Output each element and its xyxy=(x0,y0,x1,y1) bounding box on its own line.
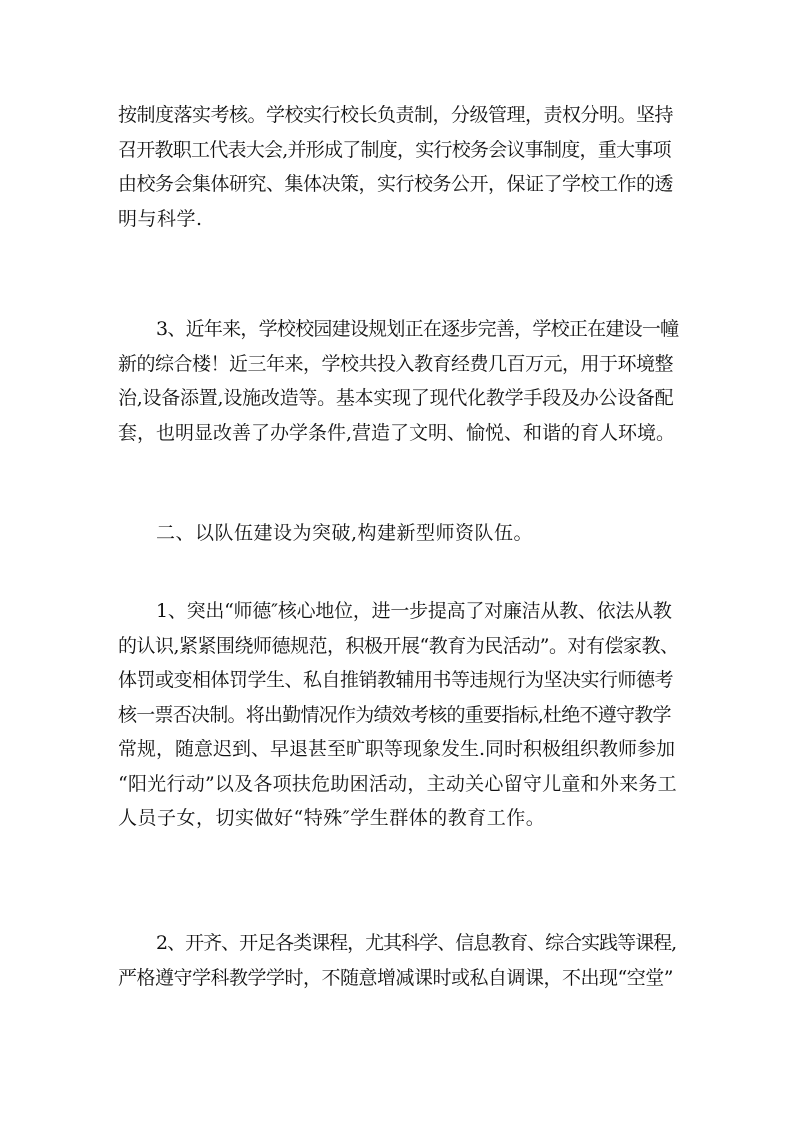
text-line: “阳光行动”以及各项扶危助困活动，主动关心留守儿童和外来务工 xyxy=(118,772,677,795)
paragraph-campus-construction xyxy=(118,312,678,450)
text-line: 核一票否决制。将出勤情况作为绩效考核的重要指标,杜绝不遵守教学 xyxy=(118,703,671,726)
text-line: 二、以队伍建设为突破,构建新型师资队伍。 xyxy=(156,522,534,544)
text-line: 召开教职工代表大会,并形成了制度，实行校务会议事制度，重大事项 xyxy=(118,138,671,161)
text-line: 由校务会集体研究、集体决策，实行校务公开，保证了学校工作的透 xyxy=(118,173,674,195)
paragraph-teacher-ethics xyxy=(118,594,678,836)
paragraph-curriculum xyxy=(118,926,678,995)
text-line: 新的综合楼！近三年来，学校共投入教育经费几百万元，用于环境整 xyxy=(118,352,674,375)
text-line: 按制度落实考核。学校实行校长负责制，分级管理，责权分明。坚持 xyxy=(118,104,674,126)
text-line: 套，也明显改善了办学条件,营造了文明、愉悦、和谐的育人环境。 xyxy=(118,421,676,444)
text-line: 1、突出“师德″核心地位，进一步提高了对廉洁从教、依法从教 xyxy=(156,600,672,622)
section-heading-teacher-team xyxy=(118,516,678,551)
paragraph-assessment-system xyxy=(118,98,678,236)
text-line: 治,设备添置,设施改造等。基本实现了现代化教学手段及办公设备配 xyxy=(118,387,674,409)
text-line: 的认识,紧紧围绕师德规范，积极开展“教育为民活动”。对有偿家教、 xyxy=(118,634,679,657)
text-line: 人员子女，切实做好“特殊″学生群体的教育工作。 xyxy=(118,807,546,829)
text-line: 体罚或变相体罚学生、私自推销教辅用书等违规行为坚决实行师德考 xyxy=(118,669,674,691)
text-line: 严格遵守学科教学学时，不随意增减课时或私自调课，不出现“空堂” xyxy=(118,966,673,989)
text-line: 明与科学. xyxy=(118,207,203,230)
text-line: 常规，随意迟到、早退甚至旷职等现象发生.同时积极组织教师参加 xyxy=(118,738,676,760)
text-line: 2、开齐、开足各类课程，尤其科学、信息教育、综合实践等课程, xyxy=(156,932,677,954)
text-line: 3、近年来，学校校园建设规划正在逐步完善，学校正在建设一幢 xyxy=(156,318,679,340)
